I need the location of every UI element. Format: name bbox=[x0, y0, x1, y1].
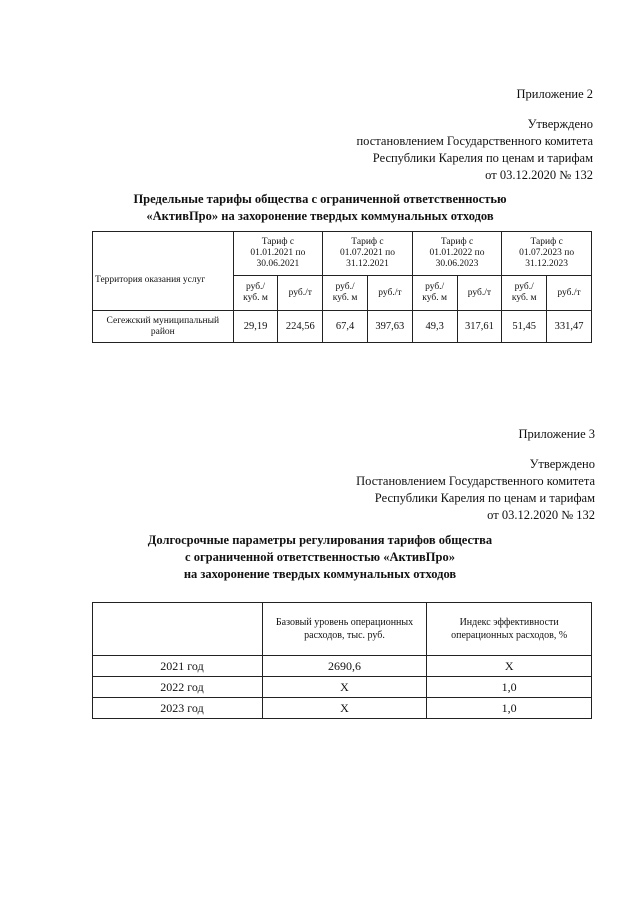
tariff-value: 397,63 bbox=[367, 311, 412, 343]
period-line: 01.01.2021 по bbox=[250, 248, 306, 258]
tariff-table bbox=[92, 231, 592, 343]
period-line: 01.01.2022 по bbox=[429, 248, 485, 258]
header-line: Базовый уровень операционных bbox=[275, 617, 414, 628]
appendix-2-label: Приложение 2 bbox=[516, 87, 593, 101]
header-line: расходов, тыс. руб. bbox=[304, 630, 385, 641]
unit-header bbox=[323, 276, 368, 311]
year-cell: 2023 год bbox=[93, 698, 263, 719]
year-cell: 2021 год bbox=[93, 656, 263, 677]
unit-line: куб. м bbox=[422, 293, 447, 303]
approval-line: Республики Карелия по ценам и тарифам bbox=[374, 491, 595, 505]
unit-header bbox=[412, 276, 457, 311]
title-line: Предельные тарифы общества с ограниченной ответственностью bbox=[133, 192, 507, 206]
empty-header bbox=[93, 603, 263, 656]
unit-header bbox=[233, 276, 278, 311]
period-header bbox=[412, 232, 502, 276]
tariff-value: 29,19 bbox=[233, 311, 278, 343]
unit-line: руб./ bbox=[514, 282, 534, 292]
territory-line: район bbox=[150, 326, 175, 337]
territory-header bbox=[93, 232, 234, 311]
title-line: на захоронение твердых коммунальных отходов bbox=[183, 567, 457, 581]
unit-header bbox=[502, 276, 547, 311]
base-value: Х bbox=[262, 698, 427, 719]
table-row bbox=[93, 311, 592, 343]
unit-line: руб./ bbox=[425, 282, 445, 292]
base-value: Х bbox=[262, 677, 427, 698]
approval-line: Утверждено bbox=[529, 457, 595, 471]
tariff-value: 67,4 bbox=[323, 311, 368, 343]
period-header bbox=[323, 232, 413, 276]
period-header bbox=[502, 232, 592, 276]
efficiency-index-header bbox=[427, 603, 592, 656]
year-cell: 2022 год bbox=[93, 677, 263, 698]
period-line: Тариф с bbox=[440, 237, 474, 247]
tariff-value: 49,3 bbox=[412, 311, 457, 343]
approval-line: от 03.12.2020 № 132 bbox=[487, 508, 595, 522]
table-row bbox=[93, 677, 592, 698]
period-line: 01.07.2023 по bbox=[519, 248, 575, 258]
period-line: 30.06.2023 bbox=[435, 259, 479, 269]
period-line: Тариф с bbox=[530, 237, 563, 247]
appendix-3-title bbox=[95, 532, 545, 583]
table-row bbox=[93, 698, 592, 719]
base-level-header bbox=[262, 603, 427, 656]
unit-header: руб./т bbox=[367, 276, 412, 311]
appendix-3-label: Приложение 3 bbox=[518, 427, 595, 441]
territory-cell bbox=[93, 311, 234, 343]
appendix-2-title bbox=[95, 191, 545, 225]
approval-line: Утверждено bbox=[527, 117, 593, 131]
territory-header-text: Территория оказания услуг bbox=[95, 274, 206, 285]
unit-header: руб./т bbox=[278, 276, 323, 311]
index-value: 1,0 bbox=[427, 698, 592, 719]
tariff-value: 224,56 bbox=[278, 311, 323, 343]
tariff-value: 331,47 bbox=[547, 311, 592, 343]
unit-line: куб. м bbox=[332, 293, 358, 303]
title-line: с ограниченной ответственностью «АктивПро» bbox=[185, 550, 455, 564]
territory-line: Сегежский муниципальный bbox=[106, 315, 220, 326]
title-line: Долгосрочные параметры регулирования тарифов общества bbox=[147, 533, 493, 547]
index-value: Х bbox=[427, 656, 592, 677]
period-line: 31.12.2023 bbox=[525, 259, 569, 269]
unit-line: куб. м bbox=[243, 293, 268, 303]
period-line: Тариф с bbox=[261, 237, 295, 247]
unit-line: руб./ bbox=[335, 282, 355, 292]
period-line: Тариф с bbox=[351, 237, 384, 247]
unit-line: руб./ bbox=[245, 282, 266, 292]
index-value: 1,0 bbox=[427, 677, 592, 698]
base-value: 2690,6 bbox=[262, 656, 427, 677]
approval-block-3 bbox=[356, 456, 595, 524]
unit-header: руб./т bbox=[457, 276, 502, 311]
tariff-value: 51,45 bbox=[502, 311, 547, 343]
header-line: Индекс эффективности bbox=[459, 617, 559, 628]
table-row bbox=[93, 656, 592, 677]
period-line: 31.12.2021 bbox=[346, 259, 389, 269]
period-header bbox=[233, 232, 323, 276]
period-line: 01.07.2021 по bbox=[339, 248, 395, 258]
unit-header: руб./т bbox=[547, 276, 592, 311]
approval-line: Республики Карелия по ценам и тарифам bbox=[372, 151, 593, 165]
unit-line: куб. м bbox=[511, 293, 537, 303]
period-line: 30.06.2021 bbox=[256, 259, 300, 269]
regulation-parameters-table bbox=[92, 602, 592, 719]
approval-line: постановлением Государственного комитета bbox=[356, 134, 593, 148]
title-line: «АктивПро» на захоронение твердых коммунальных отходов bbox=[146, 209, 494, 223]
header-line: операционных расходов, % bbox=[451, 630, 568, 641]
tariff-value: 317,61 bbox=[457, 311, 502, 343]
approval-line: от 03.12.2020 № 132 bbox=[485, 168, 593, 182]
approval-block-2 bbox=[356, 116, 593, 184]
approval-line: Постановлением Государственного комитета bbox=[356, 474, 595, 488]
